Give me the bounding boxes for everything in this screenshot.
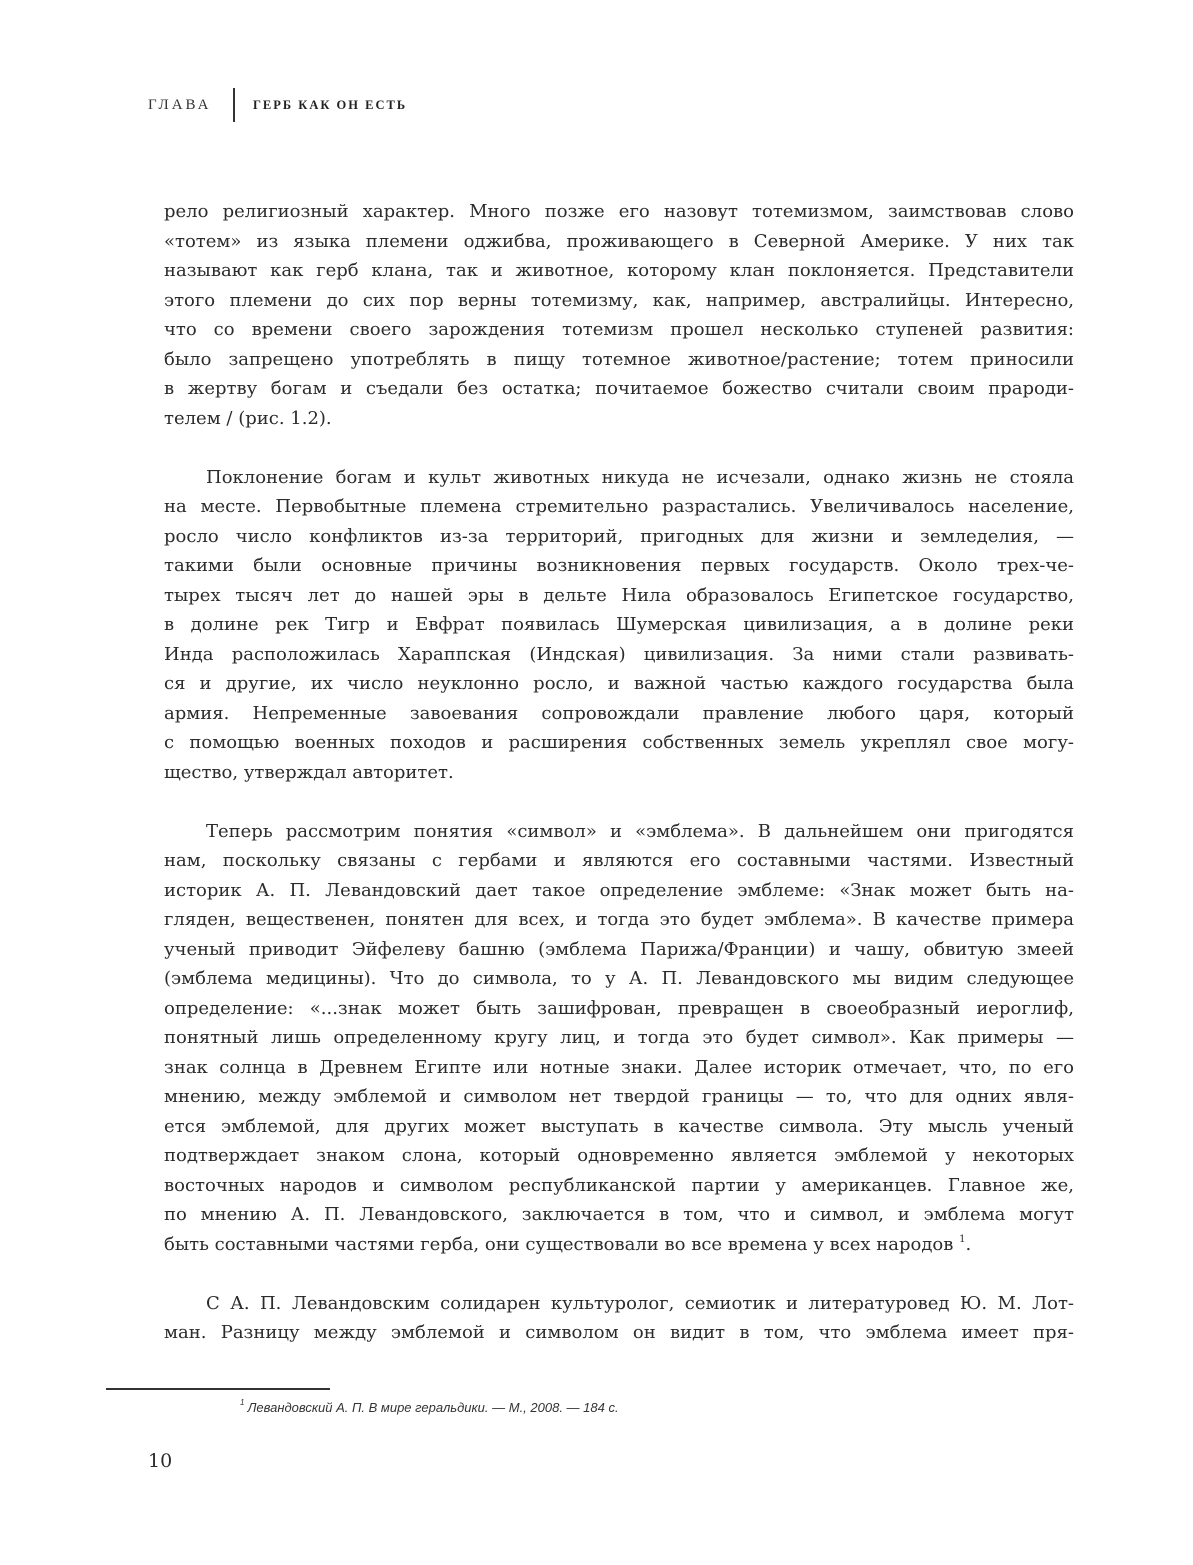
running-head — [148, 88, 407, 122]
text-line: ется эмблемой, для других может выступать в качестве символа. Эту мысль ученый — [164, 1115, 1074, 1137]
text-line: в долине рек Тигр и Евфрат появилась Шумерская цивилизация, а в долине реки — [164, 614, 1074, 635]
text-line: такими были основные причины возникновения первых государств. Около трех-че- — [164, 555, 1074, 576]
text-line: называют как герб клана, так и животное, которому клан поклоняется. Представители — [164, 260, 1074, 281]
text-line: Инда расположилась Хараппская (Индская) цивилизация. За ними стали развивать- — [164, 643, 1074, 665]
text-line: с помощью военных походов и расширения собственных земель укреплял свое могу- — [164, 732, 1074, 753]
text-line-with-footnote: быть составными частями герба, они существовали во все времена у всех народов $^1$. — [164, 1233, 972, 1255]
paragraph-4 — [164, 1289, 1074, 1348]
footnote-text: Левандовский А. П. В мире геральдики. — М., 2008. — 184 с. — [247, 1400, 619, 1415]
text-line: этого племени до сих пор верны тотемизму, как, например, австралийцы. Интересно, — [164, 289, 1074, 311]
footnote-mark: 1 — [240, 1398, 245, 1407]
paragraph-1 — [164, 197, 1074, 433]
paragraph-3 — [164, 817, 1074, 1260]
footnote-divider — [106, 1388, 330, 1390]
text-line: ученый приводит Эйфелеву башню (эмблема Парижа/Франции) и чашу, обвитую змеей — [164, 938, 1074, 960]
paragraph-2 — [164, 463, 1074, 788]
text-line: мнению, между эмблемой и символом нет твердой границы — то, что для одних явля- — [164, 1086, 1074, 1107]
text-line: ман. Разницу между эмблемой и символом он видит в том, что эмблема имеет пря- — [164, 1322, 1074, 1343]
text-line: знак солнца в Древнем Египте или нотные знаки. Далее историк отмечает, что, по его — [164, 1056, 1074, 1078]
text-line: ся и другие, их число неуклонно росло, и важной частью каждого государства была — [164, 673, 1074, 694]
text-line: Теперь рассмотрим понятия «символ» и «эмблема». В дальнейшем они пригодятся — [206, 820, 1074, 842]
text-line: определение: «...знак может быть зашифрован, превращен в своеобразный иероглиф, — [164, 997, 1074, 1019]
text-line: понятный лишь определенному кругу лиц, и тогда это будет символ». Как примеры — — [164, 1027, 1074, 1048]
text-line: подтверждает знаком слона, который одновременно является эмблемой у некоторых — [164, 1145, 1074, 1166]
running-head-title: ГЕРБ КАК ОН ЕСТЬ — [252, 97, 408, 112]
text-line: на месте. Первобытные племена стремительно разрастались. Увеличивалось население, — [164, 496, 1074, 517]
footnote-reference[interactable]: 1 — [959, 1233, 966, 1245]
text-line: армия. Непременные завоевания сопровождали правление любого царя, который — [164, 702, 1074, 724]
text-line: тырех тысяч лет до нашей эры в дельте Нила образовалось Египетское государство, — [164, 584, 1074, 606]
text-line: (эмблема медицины). Что до символа, то у А. П. Левандовского мы видим следующее — [164, 968, 1074, 989]
running-head-chapter: ГЛАВА — [148, 96, 212, 113]
text-line: «тотем» из языка племени оджибва, проживающего в Северной Америке. У них так — [164, 230, 1074, 252]
text-line: Поклонение богам и культ животных никуда не исчезали, однако жизнь не стояла — [206, 466, 1074, 488]
text-line: было запрещено употреблять в пищу тотемное животное/растение; тотем приносили — [164, 348, 1074, 370]
text-line: С А. П. Левандовским солидарен культуролог, семиотик и литературовед Ю. М. Лот- — [206, 1292, 1074, 1314]
text-line: восточных народов и символом республиканской партии у американцев. Главное же, — [164, 1174, 1074, 1196]
footnote — [240, 1398, 619, 1415]
text-line: историк А. П. Левандовский дает такое определение эмблеме: «Знак может быть на- — [164, 879, 1074, 901]
page-number: 10 — [148, 1450, 173, 1472]
text-line: рело религиозный характер. Много позже его назовут тотемизмом, заимствовав слово — [164, 201, 1074, 222]
body-text — [164, 197, 1074, 1348]
text-line: что со времени своего зарождения тотемизм прошел несколько ступеней развития: — [164, 319, 1074, 340]
running-head-divider — [233, 88, 235, 122]
text-line: телем / (рис. 1.2). — [164, 407, 332, 429]
text-line: быть составными частями герба, они существовали во все времена у всех народов — [164, 1233, 954, 1255]
text-line: по мнению А. П. Левандовского, заключается в том, что и символ, и эмблема могут — [164, 1204, 1074, 1225]
text-line: гляден, вещественен, понятен для всех, и тогда это будет эмблема». В качестве примера — [164, 909, 1074, 930]
text-line: росло число конфликтов из-за территорий, пригодных для жизни и земледелия, — — [164, 525, 1074, 547]
text-line: нам, поскольку связаны с гербами и являются его составными частями. Известный — [164, 850, 1074, 871]
text-line: щество, утверждал авторитет. — [164, 761, 454, 783]
text-line: в жертву богам и съедали без остатка; почитаемое божество считали своим прароди- — [164, 378, 1074, 399]
